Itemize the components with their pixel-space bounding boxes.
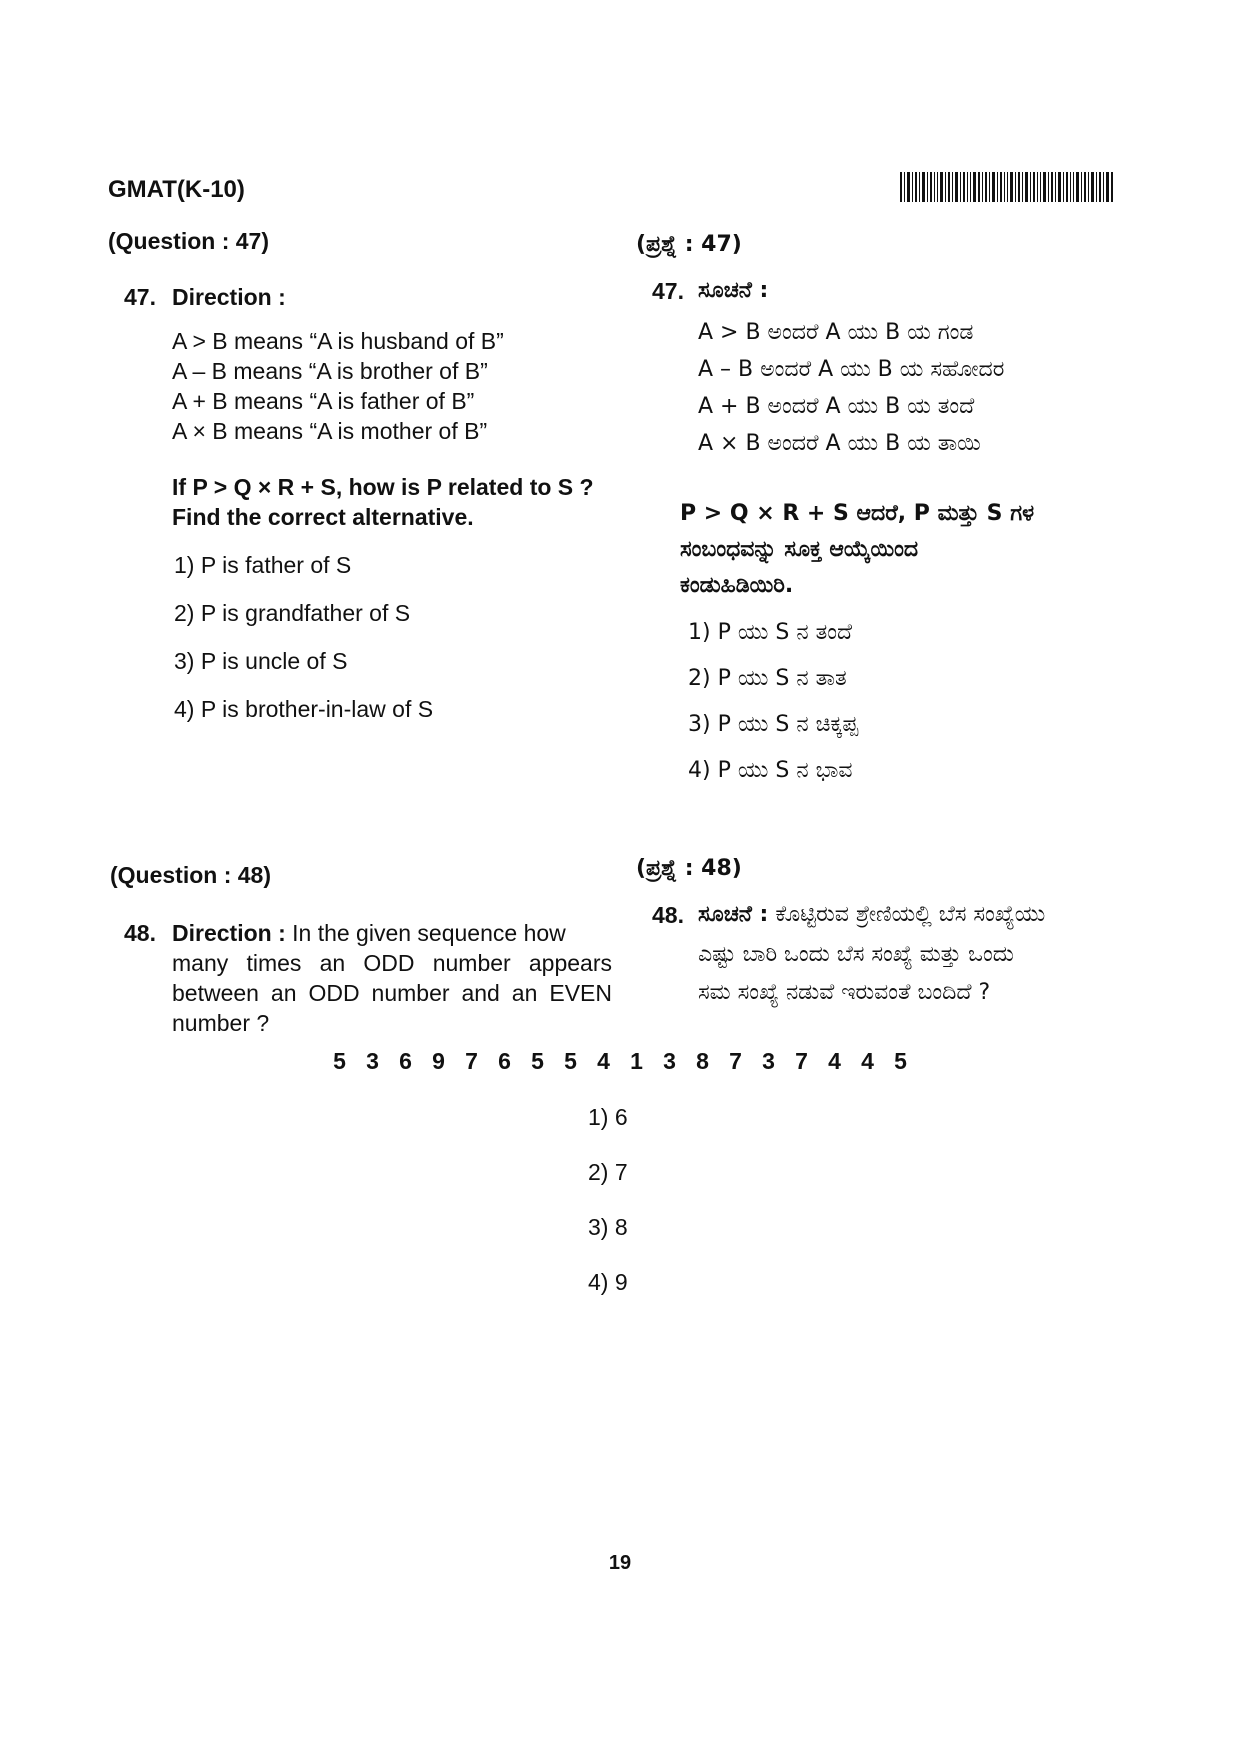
question-48-heading-kannada: (ಪ್ರಶ್ನೆ : 48) [636,856,742,881]
definition-line-kannada: A + B ಅಂದರೆ A ಯು B ಯ ತಂದೆ [698,394,975,419]
question-47-heading: (Question : 47) [108,228,270,254]
q48-option-2: 2) 7 [588,1159,628,1185]
option-2-kannada: 2) P ಯು S ನ ತಾತ [688,666,847,691]
sequence-number: 7 [795,1048,808,1074]
question-48-direction-label-kannada: ಸೂಚನೆ : [698,902,769,927]
question-48-direction-label: Direction : [172,920,286,946]
question-47-definitions-kannada [698,314,1004,462]
question-47-number-kannada: 47. [652,278,684,304]
sequence-number: 4 [597,1048,610,1074]
question-47-prompt-kannada [680,496,1112,604]
definition-line-kannada: A > B ಅಂದರೆ A ಯು B ಯ ಗಂಡ [698,320,974,345]
option-3-kannada: 3) P ಯು S ನ ಚಿಕ್ಕಪ್ಪ [688,712,859,737]
definition-line: A – B means “A is brother of B” [172,358,488,384]
definition-line: A × B means “A is mother of B” [172,418,488,444]
question-48-number: 48. [124,920,156,946]
number-sequence [0,1048,1240,1075]
question-line: If P > Q × R + S, how is P related to S ? [172,474,594,500]
option-1-kannada: 1) P ಯು S ನ ತಂದೆ [688,620,853,645]
sequence-number: 7 [465,1048,478,1074]
option-2: 2) P is grandfather of S [174,600,411,626]
page-number: 19 [608,1552,632,1574]
exam-code: GMAT(K-10) [108,176,245,203]
sequence-number: 1 [630,1048,643,1074]
definition-line: A > B means “A is husband of B” [172,328,504,354]
sequence-number: 9 [432,1048,445,1074]
sequence-number: 5 [333,1048,346,1074]
question-48-text-kannada: ಕೊಟ್ಟಿರುವ ಶ್ರೇಣಿಯಲ್ಲಿ ಬೆಸ ಸಂಖ್ಯೆಯು [768,902,1046,927]
sequence-number: 5 [894,1048,907,1074]
sequence-number: 3 [366,1048,379,1074]
question-line-kannada: ಕಂಡುಹಿಡಿಯಿರಿ. [680,573,794,598]
question-47-number: 47. [124,284,156,310]
question-48-direction-kannada [652,896,1132,1012]
q48-option-3: 3) 8 [588,1214,628,1240]
option-4: 4) P is brother-in-law of S [174,696,434,722]
question-47-prompt [172,472,594,532]
sequence-number: 6 [498,1048,511,1074]
question-47-direction-label: Direction : [172,284,286,310]
question-48-text: number ? [172,1010,270,1036]
question-48-text: many times an ODD number appears [172,950,612,976]
barcode-icon [900,172,1114,202]
question-47-heading-kannada: (ಪ್ರಶ್ನೆ : 47) [636,232,742,257]
sequence-number: 8 [696,1048,709,1074]
question-47-direction-label-kannada: ಸೂಚನೆ : [698,278,769,303]
question-48-text-kannada: ಸಮ ಸಂಖ್ಯೆ ನಡುವೆ ಇರುವಂತೆ ಬಂದಿದೆ ? [698,980,991,1005]
question-line: Find the correct alternative. [172,504,474,530]
sequence-number: 3 [663,1048,676,1074]
sequence-number: 4 [828,1048,841,1074]
definition-line-kannada: A – B ಅಂದರೆ A ಯು B ಯ ಸಹೋದರ [698,357,1005,382]
question-48-text-kannada: ಎಷ್ಟು ಬಾರಿ ಒಂದು ಬೆಸ ಸಂಖ್ಯೆ ಮತ್ತು ಒಂದು [698,942,1014,967]
sequence-number: 5 [564,1048,577,1074]
option-4-kannada: 4) P ಯು S ನ ಭಾವ [688,758,853,783]
sequence-number: 6 [399,1048,412,1074]
sequence-number: 7 [729,1048,742,1074]
sequence-number: 4 [861,1048,874,1074]
question-line-kannada: P > Q × R + S ಆದರೆ, P ಮತ್ತು S ಗಳ [680,501,1035,526]
definition-line-kannada: A × B ಅಂದರೆ A ಯು B ಯ ತಾಯಿ [698,431,981,456]
sequence-number: 3 [762,1048,775,1074]
question-47-definitions [172,326,504,446]
q48-option-1: 1) 6 [588,1104,628,1130]
option-1: 1) P is father of S [174,552,352,578]
question-line-kannada: ಸಂಬಂಧವನ್ನು ಸೂಕ್ತ ಆಯ್ಕೆಯಿಂದ [680,537,919,562]
question-48-direction [124,918,612,1038]
definition-line: A + B means “A is father of B” [172,388,475,414]
question-48-number-kannada: 48. [652,902,684,928]
question-48-text: In the given sequence how [285,920,566,946]
question-48-heading: (Question : 48) [110,862,272,888]
q48-option-4: 4) 9 [588,1269,628,1295]
option-3: 3) P is uncle of S [174,648,348,674]
question-48-text: between an ODD number and an EVEN [172,980,612,1006]
sequence-number: 5 [531,1048,544,1074]
